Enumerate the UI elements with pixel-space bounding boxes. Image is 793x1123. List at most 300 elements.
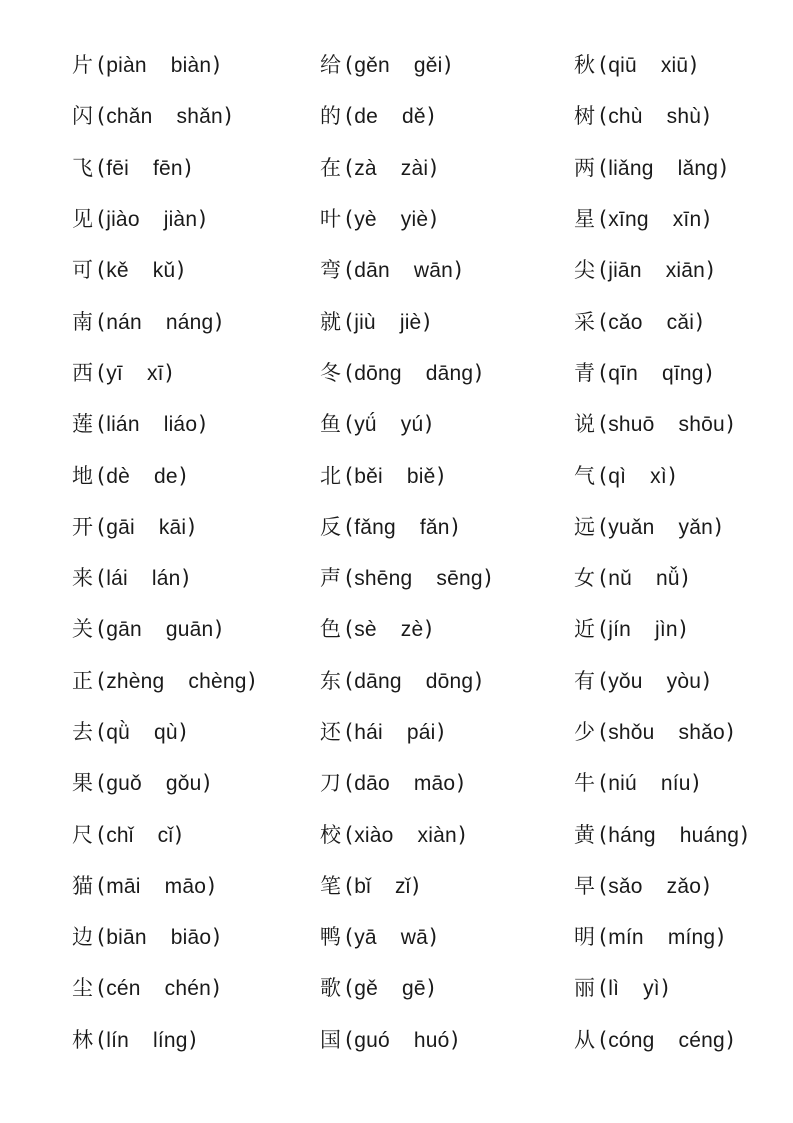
pinyin-option-b: biāo xyxy=(170,926,212,950)
close-paren: ) xyxy=(740,822,749,847)
pinyin-entry xyxy=(574,399,793,450)
open-paren: ( xyxy=(97,53,106,78)
close-paren: ) xyxy=(426,104,435,129)
pinyin-entry xyxy=(320,348,570,399)
pinyin-option-a: gāi xyxy=(106,515,135,539)
hanzi-character: 去 xyxy=(72,720,93,744)
pinyin-option-b: jiè xyxy=(399,310,422,334)
pinyin-option-b: zài xyxy=(400,156,429,180)
close-paren: ) xyxy=(678,617,687,642)
hanzi-character: 莲 xyxy=(72,412,93,437)
open-paren: ( xyxy=(599,976,608,1001)
open-paren: ( xyxy=(97,412,106,437)
hanzi-character: 飞 xyxy=(72,155,93,180)
hanzi-character: 就 xyxy=(320,309,341,334)
pinyin-option-a: yuǎn xyxy=(608,515,655,539)
close-paren: ) xyxy=(187,514,196,539)
pinyin-option-b: xiū xyxy=(660,54,689,78)
hanzi-character: 给 xyxy=(320,53,341,78)
open-paren: ( xyxy=(97,925,106,950)
open-paren: ( xyxy=(97,360,106,385)
close-paren: ) xyxy=(181,566,190,591)
hanzi-character: 叶 xyxy=(320,207,341,232)
pinyin-option-b: shù xyxy=(666,105,702,129)
pinyin-entry xyxy=(574,861,793,912)
open-paren: ( xyxy=(599,53,608,78)
pinyin-option-b: xiàn xyxy=(417,823,457,847)
pinyin-option-b: wā xyxy=(400,926,429,950)
open-paren: ( xyxy=(599,514,608,539)
hanzi-character: 闪 xyxy=(72,104,93,129)
open-paren: ( xyxy=(97,566,106,591)
close-paren: ) xyxy=(714,514,723,539)
column-2 xyxy=(320,40,570,1066)
close-paren: ) xyxy=(178,720,187,744)
pinyin-option-b: guān xyxy=(165,618,214,642)
hanzi-character: 果 xyxy=(72,771,93,796)
close-paren: ) xyxy=(706,258,715,283)
hanzi-character: 气 xyxy=(574,463,595,488)
hanzi-character: 弯 xyxy=(320,258,341,283)
close-paren: ) xyxy=(198,207,207,232)
pinyin-option-a: háng xyxy=(608,823,656,847)
hanzi-character: 明 xyxy=(574,925,595,950)
pinyin-option-a: jiān xyxy=(608,259,642,283)
close-paren: ) xyxy=(450,514,459,539)
pinyin-option-a: fǎng xyxy=(354,515,396,539)
close-paren: ) xyxy=(667,463,677,488)
pinyin-option-a: dān xyxy=(354,259,390,283)
pinyin-option-a: dāo xyxy=(354,772,390,796)
open-paren: ( xyxy=(97,258,106,283)
pinyin-option-a: piàn xyxy=(106,54,147,78)
pinyin-option-a: shuō xyxy=(608,413,655,437)
open-paren: ( xyxy=(345,207,354,232)
hanzi-character: 黄 xyxy=(574,822,595,847)
close-paren: ) xyxy=(474,668,483,693)
hanzi-character: 尺 xyxy=(72,822,93,847)
pinyin-option-a: chù xyxy=(608,105,643,129)
pinyin-option-a: liǎng xyxy=(608,156,654,180)
open-paren: ( xyxy=(599,771,608,796)
pinyin-option-b: lán xyxy=(151,567,181,591)
pinyin-option-b: xiān xyxy=(665,259,706,283)
open-paren: ( xyxy=(345,771,354,796)
pinyin-entry xyxy=(72,758,322,809)
open-paren: ( xyxy=(345,155,354,180)
column-3 xyxy=(574,40,793,1066)
open-paren: ( xyxy=(599,360,608,385)
open-paren: ( xyxy=(599,1027,608,1052)
close-paren: ) xyxy=(702,668,711,693)
pinyin-entry xyxy=(320,604,570,655)
close-paren: ) xyxy=(453,258,463,283)
pinyin-option-a: qiū xyxy=(608,54,637,78)
open-paren: ( xyxy=(97,1027,106,1052)
pinyin-option-a: dōng xyxy=(354,361,402,385)
open-paren: ( xyxy=(599,617,608,642)
open-paren: ( xyxy=(345,360,354,385)
close-paren: ) xyxy=(429,207,438,232)
pinyin-entry xyxy=(72,40,322,91)
pinyin-option-b: jiàn xyxy=(163,208,198,232)
open-paren: ( xyxy=(97,104,106,129)
pinyin-option-b: māo xyxy=(164,874,207,898)
pinyin-option-a: cǎo xyxy=(608,310,643,334)
pinyin-entry xyxy=(72,707,322,758)
pinyin-option-b: pái xyxy=(406,721,436,744)
open-paren: ( xyxy=(599,720,608,744)
pinyin-option-a: jiào xyxy=(106,208,140,232)
hanzi-character: 国 xyxy=(320,1027,341,1052)
hanzi-character: 冬 xyxy=(320,360,341,385)
pinyin-option-a: yī xyxy=(106,361,123,385)
close-paren: ) xyxy=(695,309,704,334)
hanzi-character: 色 xyxy=(320,617,341,642)
open-paren: ( xyxy=(345,309,354,334)
pinyin-option-a: guó xyxy=(354,1028,390,1052)
close-paren: ) xyxy=(424,412,433,437)
hanzi-character: 鸭 xyxy=(320,925,341,950)
close-paren: ) xyxy=(436,720,445,744)
pinyin-entry xyxy=(574,245,793,296)
pinyin-entry xyxy=(574,502,793,553)
pinyin-option-a: dè xyxy=(106,464,130,488)
pinyin-entry xyxy=(574,194,793,245)
pinyin-entry xyxy=(320,707,570,758)
pinyin-option-b: liáo xyxy=(163,413,198,437)
pinyin-option-b: yiè xyxy=(400,208,429,232)
pinyin-entry xyxy=(320,40,570,91)
open-paren: ( xyxy=(345,1027,354,1052)
pinyin-option-b: náng xyxy=(165,310,214,334)
hanzi-character: 早 xyxy=(574,873,595,898)
open-paren: ( xyxy=(599,104,608,129)
open-paren: ( xyxy=(345,53,354,78)
pinyin-option-b: sēng xyxy=(436,567,483,591)
pinyin-option-a: kě xyxy=(106,259,129,283)
pinyin-option-b: dāng xyxy=(425,361,474,385)
pinyin-option-b: biě xyxy=(406,464,436,488)
pinyin-option-b: kāi xyxy=(158,515,187,539)
pinyin-option-a: shēng xyxy=(354,567,413,591)
close-paren: ) xyxy=(457,822,467,847)
hanzi-character: 丽 xyxy=(574,976,595,1001)
pinyin-entry xyxy=(320,553,570,604)
hanzi-character: 两 xyxy=(574,155,595,180)
hanzi-character: 东 xyxy=(320,668,341,693)
pinyin-entry xyxy=(72,348,322,399)
close-paren: ) xyxy=(164,360,173,385)
pinyin-option-a: lái xyxy=(106,567,128,591)
close-paren: ) xyxy=(212,976,221,1001)
pinyin-entry xyxy=(574,296,793,347)
hanzi-character: 树 xyxy=(574,104,595,129)
close-paren: ) xyxy=(188,1027,197,1052)
hanzi-character: 可 xyxy=(72,258,93,283)
pinyin-option-b: nǚ xyxy=(655,567,680,591)
pinyin-option-a: bǐ xyxy=(354,874,371,898)
pinyin-entry xyxy=(72,604,322,655)
hanzi-character: 牛 xyxy=(574,771,595,796)
pinyin-option-b: zǎo xyxy=(666,874,702,898)
pinyin-option-a: qì xyxy=(608,464,627,488)
pinyin-option-a: jín xyxy=(608,618,631,642)
close-paren: ) xyxy=(483,566,492,591)
pinyin-option-a: qǜ xyxy=(106,721,130,744)
pinyin-option-b: gē xyxy=(401,977,426,1001)
close-paren: ) xyxy=(716,925,725,950)
pinyin-entry xyxy=(72,194,322,245)
pinyin-entry xyxy=(574,912,793,963)
pinyin-option-a: lín xyxy=(106,1028,129,1052)
hanzi-character: 少 xyxy=(574,720,595,744)
hanzi-character: 反 xyxy=(320,514,341,539)
pinyin-option-a: lì xyxy=(608,977,620,1001)
hanzi-character: 星 xyxy=(574,207,595,232)
open-paren: ( xyxy=(97,207,106,232)
pinyin-option-a: biān xyxy=(106,926,147,950)
open-paren: ( xyxy=(97,309,106,334)
close-paren: ) xyxy=(725,720,735,744)
hanzi-character: 南 xyxy=(72,309,93,334)
pinyin-option-b: xīn xyxy=(672,208,702,232)
pinyin-entry xyxy=(72,656,322,707)
close-paren: ) xyxy=(660,976,670,1001)
open-paren: ( xyxy=(345,566,354,591)
pinyin-option-a: yǘ xyxy=(354,413,377,437)
open-paren: ( xyxy=(345,258,354,283)
pinyin-option-b: xì xyxy=(650,464,667,488)
pinyin-entry xyxy=(72,91,322,142)
pinyin-option-b: huáng xyxy=(679,823,740,847)
open-paren: ( xyxy=(599,155,608,180)
close-paren: ) xyxy=(214,617,223,642)
pinyin-option-a: chǎn xyxy=(106,105,153,129)
pinyin-option-a: sè xyxy=(354,618,377,642)
hanzi-character: 见 xyxy=(72,207,93,232)
pinyin-option-b: jìn xyxy=(654,618,678,642)
pinyin-option-a: de xyxy=(354,105,378,129)
pinyin-option-a: lián xyxy=(106,413,140,437)
pinyin-option-b: chén xyxy=(164,977,212,1001)
close-paren: ) xyxy=(212,925,221,950)
open-paren: ( xyxy=(345,976,354,1001)
pinyin-option-a: gān xyxy=(106,618,142,642)
hanzi-character: 采 xyxy=(574,309,595,334)
pinyin-entry xyxy=(72,912,322,963)
pinyin-option-a: xīng xyxy=(608,208,649,232)
pinyin-option-b: fǎn xyxy=(419,515,450,539)
pinyin-option-a: zà xyxy=(354,156,377,180)
close-paren: ) xyxy=(247,668,256,693)
open-paren: ( xyxy=(97,155,106,180)
pinyin-option-a: māi xyxy=(106,874,141,898)
pinyin-option-b: qīng xyxy=(662,361,704,385)
pinyin-entry xyxy=(320,194,570,245)
pinyin-entry xyxy=(72,450,322,501)
close-paren: ) xyxy=(207,873,216,898)
open-paren: ( xyxy=(599,668,608,693)
pinyin-option-b: yòu xyxy=(666,669,702,693)
pinyin-entry xyxy=(72,1015,322,1066)
pinyin-option-a: nǔ xyxy=(608,567,632,591)
pinyin-option-a: sǎo xyxy=(608,874,643,898)
close-paren: ) xyxy=(429,925,438,950)
pinyin-entry xyxy=(320,758,570,809)
open-paren: ( xyxy=(599,258,608,283)
pinyin-option-b: míng xyxy=(667,926,716,950)
open-paren: ( xyxy=(97,668,106,693)
hanzi-character: 林 xyxy=(72,1027,93,1052)
close-paren: ) xyxy=(702,873,711,898)
close-paren: ) xyxy=(691,771,700,796)
pinyin-option-a: yè xyxy=(354,208,377,232)
close-paren: ) xyxy=(474,360,483,385)
pinyin-entry xyxy=(320,1015,570,1066)
close-paren: ) xyxy=(424,617,433,642)
pinyin-option-a: qīn xyxy=(608,361,638,385)
close-paren: ) xyxy=(702,104,711,129)
pinyin-option-a: nán xyxy=(106,310,142,334)
pinyin-option-b: yǎn xyxy=(678,515,714,539)
column-1 xyxy=(72,40,322,1066)
hanzi-character: 片 xyxy=(72,53,93,78)
pinyin-entry xyxy=(320,656,570,707)
hanzi-character: 女 xyxy=(574,566,595,591)
hanzi-character: 从 xyxy=(574,1027,595,1052)
pinyin-option-a: běi xyxy=(354,464,383,488)
close-paren: ) xyxy=(426,976,435,1001)
pinyin-option-b: cǐ xyxy=(157,823,174,847)
pinyin-option-a: cóng xyxy=(608,1028,655,1052)
pinyin-option-b: shǎo xyxy=(678,721,725,744)
pinyin-option-a: cén xyxy=(106,977,141,1001)
hanzi-character: 尖 xyxy=(574,258,595,283)
pinyin-entry xyxy=(574,1015,793,1066)
pinyin-entry xyxy=(320,912,570,963)
close-paren: ) xyxy=(680,566,689,591)
close-paren: ) xyxy=(183,155,192,180)
close-paren: ) xyxy=(704,360,713,385)
open-paren: ( xyxy=(345,925,354,950)
open-paren: ( xyxy=(345,412,354,437)
pinyin-option-b: gǒu xyxy=(165,772,202,796)
open-paren: ( xyxy=(97,873,106,898)
hanzi-character: 还 xyxy=(320,720,341,744)
open-paren: ( xyxy=(345,668,354,693)
pinyin-option-b: huó xyxy=(413,1028,450,1052)
hanzi-character: 声 xyxy=(320,566,341,591)
pinyin-option-b: lǎng xyxy=(677,156,719,180)
close-paren: ) xyxy=(429,155,438,180)
pinyin-entry xyxy=(574,963,793,1014)
pinyin-entry xyxy=(574,143,793,194)
pinyin-option-a: zhèng xyxy=(106,669,165,693)
close-paren: ) xyxy=(725,412,735,437)
pinyin-entry xyxy=(320,502,570,553)
pinyin-entry xyxy=(320,91,570,142)
hanzi-character: 西 xyxy=(72,360,93,385)
open-paren: ( xyxy=(599,309,608,334)
pinyin-option-a: jiù xyxy=(354,310,376,334)
hanzi-character: 说 xyxy=(574,412,595,437)
hanzi-character: 的 xyxy=(320,104,341,129)
close-paren: ) xyxy=(436,463,445,488)
pinyin-option-b: céng xyxy=(678,1028,725,1052)
hanzi-character: 尘 xyxy=(72,976,93,1001)
pinyin-entry xyxy=(72,963,322,1014)
pinyin-option-b: chèng xyxy=(188,669,247,693)
open-paren: ( xyxy=(599,925,608,950)
hanzi-character: 关 xyxy=(72,617,93,642)
close-paren: ) xyxy=(422,309,431,334)
pinyin-option-a: chǐ xyxy=(106,823,134,847)
hanzi-character: 歌 xyxy=(320,976,341,1001)
hanzi-character: 青 xyxy=(574,360,595,385)
pinyin-option-b: yú xyxy=(400,413,424,437)
open-paren: ( xyxy=(345,104,354,129)
pinyin-option-b: shǎn xyxy=(176,105,223,129)
open-paren: ( xyxy=(599,566,608,591)
pinyin-option-b: yì xyxy=(643,977,660,1001)
pinyin-option-a: xiào xyxy=(354,823,394,847)
pinyin-option-b: zǐ xyxy=(394,874,411,898)
pinyin-option-b: xī xyxy=(146,361,164,385)
open-paren: ( xyxy=(97,463,106,488)
close-paren: ) xyxy=(202,771,211,796)
pinyin-entry xyxy=(574,91,793,142)
pinyin-option-b: māo xyxy=(413,772,456,796)
pinyin-option-a: gě xyxy=(354,977,378,1001)
pinyin-entry xyxy=(574,656,793,707)
open-paren: ( xyxy=(97,514,106,539)
open-paren: ( xyxy=(345,514,354,539)
open-paren: ( xyxy=(599,822,608,847)
pinyin-entry xyxy=(320,143,570,194)
pinyin-option-b: dōng xyxy=(425,669,474,693)
pinyin-entry xyxy=(574,707,793,758)
close-paren: ) xyxy=(689,53,698,78)
close-paren: ) xyxy=(456,771,465,796)
pinyin-option-b: dě xyxy=(401,105,426,129)
close-paren: ) xyxy=(176,258,185,283)
hanzi-character: 地 xyxy=(72,463,93,488)
open-paren: ( xyxy=(599,463,608,488)
pinyin-option-a: dāng xyxy=(354,669,402,693)
open-paren: ( xyxy=(345,463,354,488)
pinyin-option-b: zè xyxy=(400,618,424,642)
pinyin-entry xyxy=(320,450,570,501)
pinyin-option-b: shōu xyxy=(678,413,725,437)
open-paren: ( xyxy=(97,617,106,642)
pinyin-option-a: hái xyxy=(354,721,383,744)
pinyin-option-b: líng xyxy=(152,1028,188,1052)
open-paren: ( xyxy=(97,822,106,847)
pinyin-entry xyxy=(72,861,322,912)
pinyin-entry xyxy=(320,296,570,347)
hanzi-character: 远 xyxy=(574,514,595,539)
close-paren: ) xyxy=(702,207,711,232)
open-paren: ( xyxy=(345,873,354,898)
pinyin-entry xyxy=(320,809,570,860)
pinyin-option-a: mín xyxy=(608,926,644,950)
pinyin-entry xyxy=(72,809,322,860)
close-paren: ) xyxy=(212,53,221,78)
pinyin-option-b: fēn xyxy=(152,156,183,180)
pinyin-entry xyxy=(574,758,793,809)
open-paren: ( xyxy=(599,207,608,232)
